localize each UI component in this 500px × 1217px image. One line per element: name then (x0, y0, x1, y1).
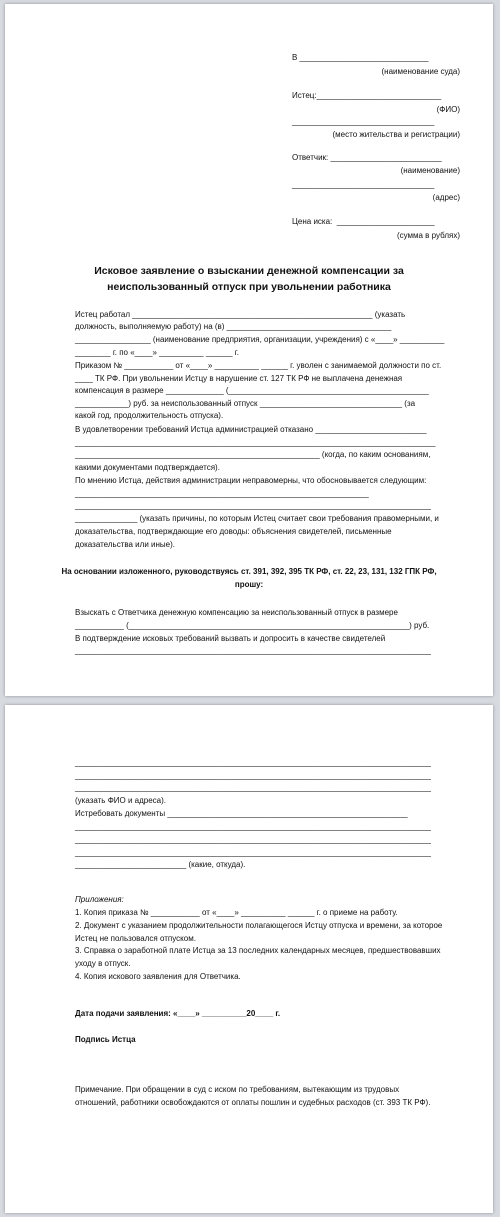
body-line: В удовлетворении требований Истца администрацией отказано _________________________ (75, 425, 427, 434)
body-line: _________________ (наименование предприятия, организации, учреждения) с «____» __________ (75, 335, 445, 344)
plaintiff-line: Истец:____________________________ (292, 91, 442, 100)
body-line: Истец работал ______________________________________________________ (указать (75, 310, 406, 319)
appendix-item: Истец не пользовался отпуском. (75, 934, 196, 943)
appendix-item: 1. Копия приказа № ___________ от «____» __________ ______ г. о приеме на работу. (75, 908, 398, 917)
body-line: ________________________________________________________________________________ (75, 771, 431, 780)
claim-price-caption: (сумма в рублях) (396, 231, 460, 240)
address-line: ________________________________ (292, 117, 435, 126)
body-line: Приказом № ___________ от «____» __________ ______ г. уволен с занимаемой должности по ст. (75, 361, 442, 370)
defendant-address-line: ________________________________ (292, 180, 435, 189)
address-caption: (место жительства и регистрации) (332, 130, 460, 139)
plaintiff-caption: (ФИО) (436, 105, 460, 114)
body-line: ________________________________________________________________________________ (75, 822, 431, 831)
note-line: Примечание. При обращении в суд с иском по требованиям, вытекающим из трудовых (75, 1085, 400, 1094)
claim-price-line: Цена иска: ______________________ (292, 217, 435, 226)
body-line: доказательства, подтверждающие его доводы: объяснения свидетелей, письменные (75, 527, 392, 536)
court-caption: (наименование суда) (381, 67, 460, 76)
body-line: ________________________________________________________________________________ (75, 501, 431, 510)
appendix-title: Приложения: (75, 895, 124, 904)
court-line: В _____________________________ (292, 53, 429, 62)
body-line: ________________________________________________________________________________ (75, 646, 431, 655)
body-line: __________________________________________________________________ (75, 489, 369, 498)
body-line: компенсация в размере _____________ (_____________________________________________ (75, 386, 429, 395)
body-line: ___________ (_______________________________________________________________) руб. (75, 621, 430, 630)
body-line: должность, выполняемую работу) на (в) _____________________________________ (75, 322, 392, 331)
body-line: В подтверждение исковых требований вызвать и допросить в качестве свидетелей (75, 634, 386, 643)
note-line: отношений, работники освобождаются от оплаты пошлин и судебных расходов (ст. 393 ТК РФ). (75, 1098, 431, 1107)
body-line: ________________________________________________________________________________ (75, 835, 431, 844)
request-word: прошу: (234, 580, 264, 589)
body-line: ______________ (указать причины, по которым Истец считает свои требования правомерными, и (75, 514, 439, 523)
body-line: какой год, продолжительность отпуска). (75, 411, 224, 420)
plaintiff-signature: Подпись Истца (75, 1035, 136, 1044)
defendant-line: Ответчик: _________________________ (292, 153, 442, 162)
body-line: Истребовать документы ______________________________________________________ (75, 809, 408, 818)
body-line: ____________) руб. за неиспользованный отпуск ________________________________ (за (75, 399, 416, 408)
body-line: Взыскать с Ответчика денежную компенсацию за неиспользованный отпуск в размере (75, 608, 398, 617)
body-line: _______________________________________________________ (когда, по каким основаниям, (75, 450, 431, 459)
body-line: ________________________________________________________________________________ (75, 848, 431, 857)
body-line: ____ ТК РФ. При увольнении Истцу в нарушение ст. 127 ТК РФ не выплачена денежная (75, 374, 403, 383)
body-line: какими документами подтверждается). (75, 463, 220, 472)
body-line: ________ г. по «____» __________ ______ г. (75, 348, 239, 357)
body-line: По мнению Истца, действия администрации неправомерны, что обосновывается следующим: (75, 476, 427, 485)
document-page-1 (5, 4, 493, 696)
appendix-item: 3. Справка о заработной плате Истца за 13 последних календарных месяцев, предшествовавших (75, 946, 441, 955)
legal-basis: На основании изложенного, руководствуясь ст. 391, 392, 395 ТК РФ, ст. 22, 23, 131, 132 ГПК РФ, (61, 567, 437, 576)
document-page-2 (5, 705, 493, 1213)
body-line: ________________________________________________________________________________ (75, 783, 431, 792)
appendix-item: 4. Копия искового заявления для Ответчика. (75, 972, 241, 981)
document-title-line-2: неиспользованный отпуск при увольнении работника (107, 281, 391, 293)
defendant-address-caption: (адрес) (432, 193, 460, 202)
appendix-item: уходу в отпуск. (75, 959, 131, 968)
body-line: ________________________________________________________________________________ (75, 758, 431, 767)
body-line: _________________________ (какие, откуда). (75, 860, 246, 869)
appendix-item: 2. Документ с указанием продолжительности полагающегося Истцу отпуска и времени, за которое (75, 921, 443, 930)
body-line: (указать ФИО и адреса). (75, 796, 167, 805)
body-line: _________________________________________________________________________________ (75, 438, 436, 447)
submission-date: Дата подачи заявления: «____» __________20____ г. (75, 1009, 281, 1018)
defendant-caption: (наименование) (400, 166, 460, 175)
body-line: доказательства или иные). (75, 540, 175, 549)
document-title: Исковое заявление о взыскании денежной компенсации за (94, 265, 404, 277)
